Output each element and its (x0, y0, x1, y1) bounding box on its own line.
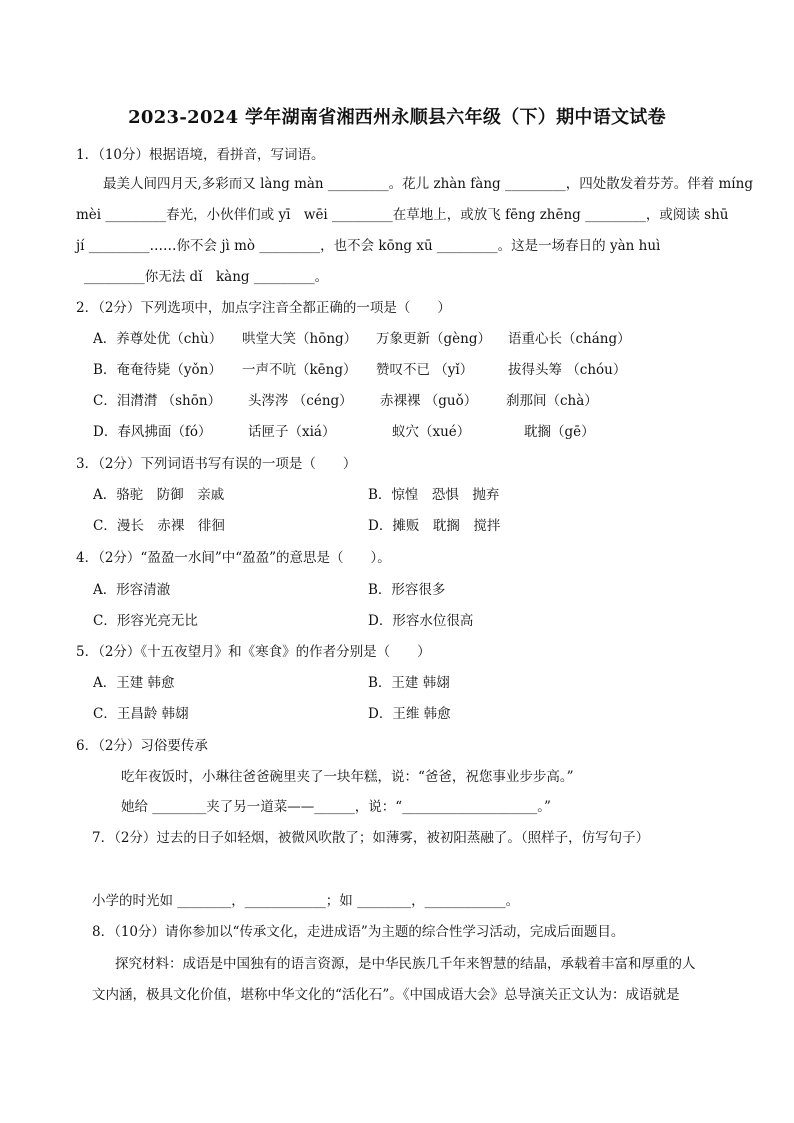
q6-line-1: 吃年夜饭时，小琳往爸爸碗里夹了一块年糕，说：“爸爸，祝您事业步步高。” (121, 769, 574, 785)
q5-option-a: A．王建 韩愈 (93, 675, 175, 691)
q7-stem: 7．（2分）过去的日子如轻烟，被微风吹散了；如薄雾，被初阳蒸融了。（照样子，仿写句子） (92, 830, 650, 846)
q4-option-b: B．形容很多 (368, 582, 446, 598)
q7-line-1: 小学的时光如 ________，____________；如 ________，____________。 (92, 893, 520, 909)
q2-option-d-1: D．春风拂面（fó） (93, 424, 212, 440)
q2-option-a-4: 语重心长（cháng） (508, 331, 631, 347)
q6-stem: 6．（2分）习俗要传承 (76, 738, 208, 754)
q4-option-c: C．形容光亮无比 (93, 613, 198, 629)
q2-option-c-4: 刹那间（chà） (506, 393, 598, 409)
q2-option-d-3: 蚁穴（xué） (392, 424, 471, 440)
q4-option-d: D．形容水位很高 (368, 613, 474, 629)
q5-option-d: D．王维 韩愈 (368, 706, 451, 722)
q5-option-b: B．王建 韩翃 (368, 675, 450, 691)
q2-option-c-3: 赤裸裸 （guǒ） (380, 393, 478, 409)
q4-stem: 4．（2分）“盈盈一水间”中“盈盈”的意思是（ ）。 (76, 550, 391, 566)
q2-option-d-4: 耽搁（gē） (524, 424, 595, 440)
q6-line-2: 她给 ________夹了另一道菜——______，说：“____________________。” (121, 799, 551, 815)
exam-title: 2023-2024 学年湖南省湘西州永顺县六年级（下）期中语文试卷 (128, 107, 666, 128)
q3-stem: 3．（2分）下列词语书写有误的一项是（ ） (76, 456, 357, 472)
q2-option-c-2: 头涔涔 （céng） (248, 393, 353, 409)
q4-option-a: A．形容清澈 (93, 582, 171, 598)
q2-option-c-1: C．泪潸潸 （shōn） (93, 393, 222, 409)
q3-option-d: D．摊贩 耽搁 搅拌 (368, 518, 501, 534)
q1-stem: 1．（10分）根据语境，看拼音，写词语。 (76, 147, 325, 163)
q2-option-b-4: 拔得头筹 （chóu） (508, 362, 627, 378)
q2-option-a-3: 万象更新（gèng） (376, 331, 491, 347)
q5-stem: 5．（2分）《十五夜望月》和《寒食》的作者分别是（ ） (76, 644, 431, 660)
q2-option-b-3: 赞叹不已 （yǐ） (376, 362, 474, 378)
q2-option-b-2: 一声不吭（kēng） (242, 362, 357, 378)
q8-line-1: 探究材料：成语是中国独有的语言资源，是中华民族几千年来智慧的结晶，承载着丰富和厚重的人 (115, 956, 696, 972)
q8-line-2: 文内涵，极具文化价值，堪称中华文化的“活化石”。《中国成语大会》总导演关正文认为：成语就是 (92, 987, 680, 1003)
q1-line-1: 最美人间四月天,多彩而又 làng màn _________。花儿 zhàn fàng _________，四处散发着芬芳。伴着 míng (103, 176, 753, 192)
q3-option-a: A．骆驼 防御 亲戚 (93, 487, 225, 503)
q1-line-4: _________你无法 dǐ kàng _________。 (84, 269, 329, 285)
q3-option-c: C．漫长 赤裸 徘徊 (93, 518, 225, 534)
q2-stem: 2．（2分）下列选项中，加点字注音全都正确的一项是（ ） (76, 300, 451, 316)
q8-stem: 8．（10分）请你参加以“传承文化，走进成语”为主题的综合性学习活动，完成后面题目。 (92, 924, 625, 940)
q3-option-b: B．惊惶 恐惧 抛弃 (368, 487, 500, 503)
q2-option-a-1: A．养尊处优（chù） (93, 331, 223, 347)
q2-option-b-1: B．奄奄待毙（yǒn） (93, 362, 222, 378)
q2-option-d-2: 话匣子（xiá） (248, 424, 336, 440)
q1-line-3: jí _________……你不会 jì mò _________，也不会 kōng xū _________。这是一场春日的 yàn huì (76, 238, 661, 254)
q2-option-a-2: 哄堂大笑（hōng） (242, 331, 358, 347)
q1-line-2: mèi _________春光，小伙伴们或 yī wēi _________在草地上，或放飞 fēng zhēng _________，或阅读 shū (76, 207, 729, 223)
q5-option-c: C．王昌龄 韩翃 (93, 706, 189, 722)
